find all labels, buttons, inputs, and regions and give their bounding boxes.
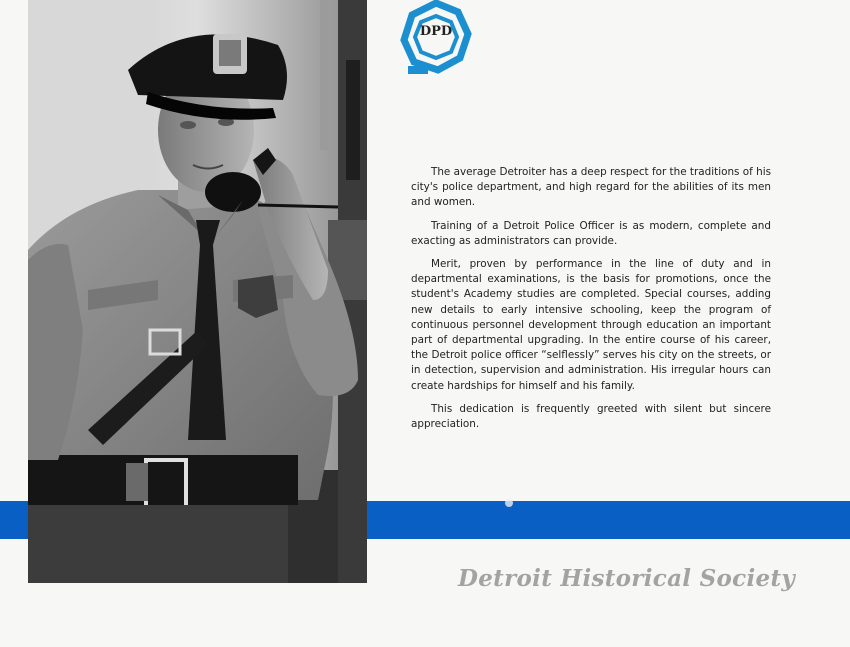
band-mark — [505, 499, 513, 507]
officer-photo — [28, 0, 367, 583]
watermark: Detroit Historical Society — [458, 565, 796, 592]
paragraph-3: Merit, proven by performance in the line of duty and in departmental examinations, is the basis for promotions, once the student's Academy studies are completed. Special courses, adding new details to early intensive schooling, keep the program of continuous personnel development through education an important part of departmental upgrading. In the entire course of his career, the Detroit police officer “selflessly” serves his city on the streets, or in detection, supervision and administration. His irregular hours can create hardships for himself and his family. — [411, 258, 771, 392]
paragraph-1: The average Detroiter has a deep respect for the traditions of his city's police department, and high regard for the abilities of its men and women. — [411, 166, 771, 209]
logo-text: DPD — [419, 24, 453, 39]
paragraph-2: Training of a Detroit Police Officer is as modern, complete and exacting as administrators can provide. — [411, 219, 771, 247]
body-text — [411, 165, 771, 440]
paragraph-4: This dedication is frequently greeted with silent but sincere appreciation. — [411, 402, 771, 431]
dpd-logo — [398, 0, 474, 78]
